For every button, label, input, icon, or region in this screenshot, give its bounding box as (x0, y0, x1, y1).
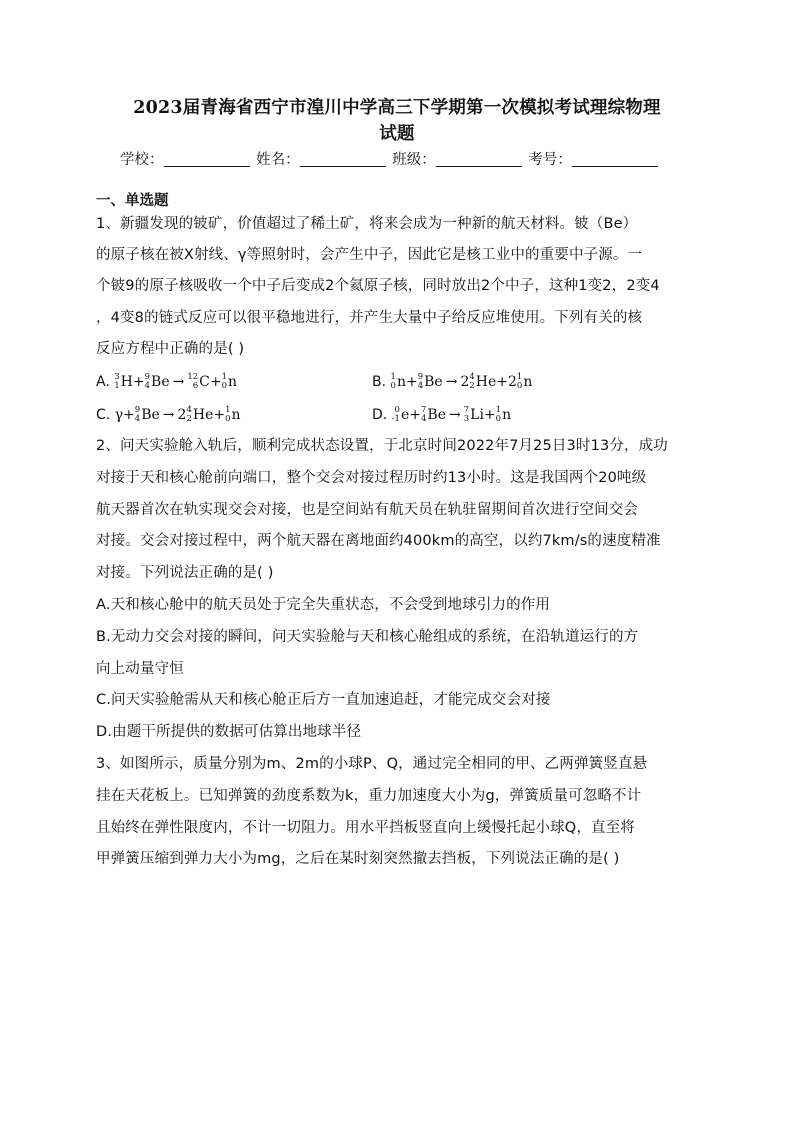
option-a[interactable]: A.天和核心舱中的航天员处于完全失重状态，不会受到地球引力的作用 (96, 596, 551, 613)
school-blank[interactable] (164, 150, 250, 167)
arrow-icon: → (449, 407, 461, 423)
question-line: 航天器首次在轨实现交会对接，也是空间站有航天员在轨驻留期间首次进行空间交会 (96, 501, 639, 518)
option-c-equation: γ+ 9 4 Be → 2 4 2 He+ 1 0 n (114, 405, 241, 424)
option-c[interactable] (96, 399, 241, 431)
option-letter: B. (372, 374, 387, 390)
question-line: 对接。下列说法正确的是( ) (96, 565, 274, 582)
question-line: 对接于天和核心舱前向端口，整个交会对接过程历时约13小时。这是我国两个20吨级 (96, 469, 647, 486)
school-field[interactable] (120, 148, 250, 172)
question-line: 挂在天花板上。已知弹簧的劲度系数为k，重力加速度大小为g，弹簧质量可忽略不计 (96, 787, 642, 804)
question-line: 且始终在弹性限度内，不计一切阻力。用水平挡板竖直向上缓慢托起小球Q，直至将 (96, 819, 635, 836)
document-title (90, 95, 704, 147)
title-line-2: 试题 (379, 124, 415, 144)
question-line: ，4变8的链式反应可以很平稳地进行，并产生大量中子给反应堆使用。下列有关的核 (96, 309, 643, 326)
question-line: 1、新疆发现的铍矿，价值超过了稀土矿，将来会成为一种新的航天材料。铍（Be） (96, 216, 638, 232)
option-d-equation: 0 -1 e+ 7 4 Be → 7 3 Li+ 1 0 n (391, 405, 512, 424)
student-info-row (120, 148, 680, 172)
class-label: 班级： (392, 152, 436, 168)
question-1-options-row-1 (96, 366, 702, 398)
option-d[interactable]: D.由题干所提供的数据可估算出地球半径 (96, 724, 362, 741)
question-2 (96, 431, 702, 749)
section-heading: 一、单选题 (96, 193, 169, 209)
title-line-1: 2023届青海省西宁市湟川中学高三下学期第一次模拟考试理综物理 (133, 98, 661, 118)
arrow-icon: → (445, 374, 458, 390)
option-b[interactable]: B.无动力交会对接的瞬间，问天实验舱与天和核心舱组成的系统，在沿轨道运行的方 (96, 628, 639, 645)
school-label: 学校： (120, 152, 164, 168)
option-c[interactable]: C.问天实验舱需从天和核心舱正后方一直加速追赶，才能完成交会对接 (96, 692, 551, 709)
option-letter: A. (96, 374, 110, 390)
class-blank[interactable] (436, 150, 522, 167)
name-field[interactable] (256, 148, 386, 172)
name-blank[interactable] (300, 150, 386, 167)
option-letter: D. (372, 407, 388, 423)
arrow-icon: → (162, 407, 175, 423)
option-a-equation: 3 1 H+ 9 4 Be → 12 6 C+ 1 0 n (114, 372, 238, 391)
question-line: 反应方程中正确的是( ) (96, 340, 245, 357)
question-line: 的原子核在被X射线、γ等照射时，会产生中子，因此它是核工业中的重要中子源。一 (96, 247, 643, 264)
name-label: 姓名： (256, 152, 300, 168)
exam-number-field[interactable] (528, 148, 658, 172)
class-field[interactable] (392, 148, 522, 172)
option-a[interactable] (96, 366, 237, 398)
option-d[interactable] (372, 399, 511, 431)
question-line: 个铍9的原子核吸收一个中子后变成2个氦原子核，同时放出2个中子，这种1变2，2变4 (96, 278, 660, 295)
question-line: 2、问天实验舱入轨后，顺利完成状态设置，于北京时间2022年7月25日3时13分，成功 (96, 438, 668, 454)
question-line: 对接。交会对接过程中，两个航天器在离地面约400km的高空，以约7km/s的速度精准 (96, 533, 661, 550)
exam-number-label: 考号： (528, 152, 572, 168)
question-line: 3、如图所示，质量分别为m、2m的小球P、Q，通过完全相同的甲、乙两弹簧竖直悬 (96, 756, 648, 772)
question-1-stem (96, 209, 702, 365)
option-b[interactable] (372, 366, 532, 398)
arrow-icon: → (172, 374, 185, 390)
option-b-continued[interactable]: 向上动量守恒 (96, 660, 184, 677)
question-line: 甲弹簧压缩到弹力大小为mg，之后在某时刻突然撤去挡板，下列说法正确的是( ) (96, 851, 620, 868)
option-b-equation: 1 0 n+ 9 4 Be → 2 4 2 He+2 1 0 n (390, 372, 533, 391)
question-3-stem (96, 749, 702, 876)
option-letter: C. (96, 407, 111, 423)
exam-number-blank[interactable] (572, 150, 658, 167)
question-1-options-row-2 (96, 399, 702, 431)
